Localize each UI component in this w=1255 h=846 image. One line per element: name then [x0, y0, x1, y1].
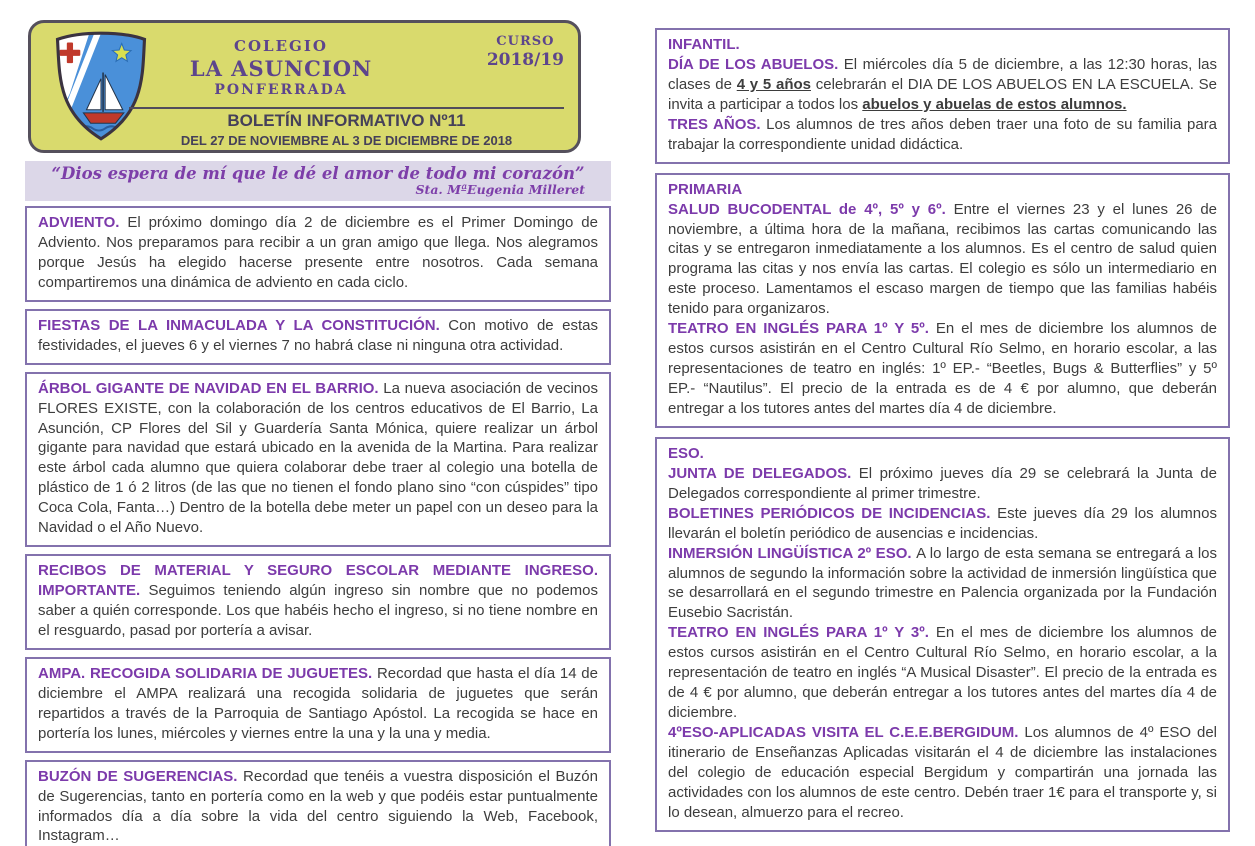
bulletin-date-range: DEL 27 DE NOVIEMBRE AL 3 DE DICIEMBRE DE 2018	[180, 133, 513, 148]
paragraph	[38, 664, 598, 744]
body-text: Recordad que hasta el día 14 de diciembre el AMPA realizará una recogida solidaria de juguetes que serán repartidos a través de la Parroquia de Santiago Apóstol. La recogida se hace en portería los lunes, miércoles y viernes entre la una y la una y media.	[38, 664, 598, 742]
section-heading: BOLETINES PERIÓDICOS DE INCIDENCIAS.	[668, 504, 998, 522]
paragraph	[668, 55, 1217, 115]
paragraph	[38, 561, 598, 641]
section-heading: PRIMARIA	[668, 180, 743, 198]
section-heading: ESO.	[668, 444, 704, 462]
section-heading: ADVIENTO.	[38, 214, 128, 231]
section-heading: FIESTAS DE LA INMACULADA Y LA CONSTITUCIÓN.	[38, 316, 449, 334]
section-box-eso	[655, 437, 1230, 832]
body-text: Este jueves día 29 los alumnos llevarán el boletín periódico de ausencias e incidencias.	[668, 504, 1217, 542]
school-name-line1: COLEGIO	[234, 37, 328, 55]
body-text: celebrarán el DIA DE LOS ABUELOS EN LA ESCUELA. Se invita a participar a todos los	[668, 75, 1217, 113]
section-box-primaria	[655, 173, 1230, 428]
section-heading: TEATRO EN INGLÉS PARA 1º Y 3º.	[668, 624, 936, 642]
paragraph	[668, 180, 1217, 200]
paragraph	[668, 200, 1217, 320]
bulletin-title: BOLETÍN INFORMATIVO Nº11	[227, 111, 466, 130]
paragraph	[38, 767, 598, 846]
paragraph	[668, 544, 1217, 624]
paragraph	[38, 316, 598, 356]
paragraph	[668, 723, 1217, 823]
quote-author: Sta. MªEugenia Milleret	[415, 182, 585, 197]
section-heading: INMERSIÓN LINGÜÍSTICA 2º ESO.	[668, 544, 917, 562]
section-heading: TEATRO EN INGLÉS PARA 1º Y 5º.	[668, 320, 936, 338]
paragraph	[668, 444, 1217, 464]
section-heading: SALUD BUCODENTAL de 4º, 5º y 6º.	[668, 200, 954, 218]
paragraph	[668, 504, 1217, 544]
section-box-recibos	[25, 554, 611, 650]
section-heading: RECIBOS DE MATERIAL Y SEGURO ESCOLAR MEDIANTE INGRESO. IMPORTANTE.	[38, 562, 598, 600]
course-year	[487, 34, 564, 70]
body-text: Seguimos teniendo algún ingreso sin nombre que no podemos saber a quién corresponde. Los que habéis hecho el ingreso, si no tiene nombre en el resguardo, pasad por portería a avisar.	[38, 582, 598, 639]
section-box-infantil	[655, 28, 1230, 164]
paragraph	[668, 319, 1217, 419]
body-text: Recordad que tenéis a vuestra disposición el Buzón de Sugerencias, tanto en portería como en la web y que podéis estar puntualmente informados día a día sobre la vida del centro siguiendo la Web, Facebook, Instagram…	[38, 767, 598, 845]
section-heading: ÁRBOL GIGANTE DE NAVIDAD EN EL BARRIO.	[38, 379, 384, 397]
masthead-divider	[129, 107, 564, 109]
body-text: El próximo jueves día 29 se celebrará la Junta de Delegados correspondiente al primer trimestre.	[668, 464, 1217, 502]
paragraph	[38, 379, 598, 539]
body-text: Entre el viernes 23 y el lunes 26 de noviembre, a última hora de la mañana, recibimos las cartas comunicando las citas y se entregaron inmediatamente a los alumnos. Es el centro de salud quien programa las citas y nos envía las cartas. El colegio es sólo un intermediario en este proceso. Lamentamos el escaso margen de tiempo que las familias habéis tenido para organizaros.	[668, 200, 1218, 318]
left-column	[25, 20, 611, 846]
paragraph	[668, 35, 1217, 55]
masthead	[28, 20, 581, 153]
section-box-fiestas	[25, 309, 611, 365]
section-heading: BUZÓN DE SUGERENCIAS.	[38, 767, 244, 785]
body-text: A lo largo de esta semana se entregará a los alumnos de segundo la información sobre la actividad de inmersión lingüística que se desarrollará en el segundo trimestre en Palencia organizada por la Fundación Eusebio Sacristán.	[668, 544, 1217, 622]
emphasized-text: abuelos y abuelas de estos alumnos.	[862, 95, 1127, 113]
body-text: Los alumnos de tres años deben traer una foto de su familia para trabajar la correspondiente unidad didáctica.	[668, 115, 1217, 153]
section-box-arbol-gigante	[25, 372, 611, 548]
body-text: En el mes de diciembre los alumnos de estos cursos asistirán en el Centro Cultural Río Selmo, en horario escolar, a las representaciones de teatro en inglés: 1º EP.- “Beetles, Bugs & Butterflies” y 5º EP.- “Nautilus”. El precio de la entrada es de 4 € por alumno, que deberán entregar a los tutores antes del martes día 4 de diciembre.	[668, 320, 1218, 417]
quote-text: “Dios espera de mí que le dé el amor de todo mi corazón”	[51, 164, 585, 183]
paragraph	[38, 213, 598, 293]
section-heading: JUNTA DE DELEGADOS.	[668, 464, 859, 482]
section-box-ampa-juguetes	[25, 657, 611, 753]
body-text: El próximo domingo día 2 de diciembre es el Primer Domingo de Adviento. Nos preparamos para recibir a un gran amigo que llega. Nos alegramos porque Jesús ha elegido hacerse presente entre nosotros. Cada semana compartiremos una dinámica de adviento en cada ciclo.	[38, 214, 598, 291]
course-year-value: 2018/19	[486, 50, 564, 70]
section-heading: INFANTIL.	[668, 36, 740, 53]
section-heading: TRES AÑOS.	[668, 115, 767, 133]
body-text: El miércoles día 5 de diciembre, a las 12:30 horas, las clases de	[668, 55, 1217, 93]
body-text: La nueva asociación de vecinos FLORES EXISTE, con la colaboración de los centros educativos de El Barrio, La Asunción, CP Flores del Sil y Guardería Santa Mónica, quiere realizar un árbol gigante para navidad que estará ubicado en la avenida de la Martina. Para realizar este árbol cada alumno que quiera colaborar debe traer al colegio una botella de plástico de 1 ó 2 litros (de las que no tienen el fondo plano sino “con cúspides” tipo Coca Cola, Fanta…) Dentro de la botella debe meter un papel con un deseo para la Navidad o el Año Nuevo.	[38, 379, 598, 537]
section-heading: DÍA DE LOS ABUELOS.	[668, 55, 844, 73]
body-text: Con motivo de estas festividades, el jueves 6 y el viernes 7 no habrá clase ni ninguna otra actividad.	[38, 316, 598, 354]
right-column	[655, 28, 1230, 841]
course-label: CURSO	[496, 34, 555, 49]
quote-bar	[25, 161, 611, 201]
paragraph	[668, 464, 1217, 504]
section-heading: 4ºESO-APLICADAS VISITA EL C.E.E.BERGIDUM.	[668, 724, 1025, 741]
emphasized-text: 4 y 5 años	[736, 75, 811, 93]
body-text: En el mes de diciembre los alumnos de estos cursos asistirán en el Centro Cultural Río Selmo, en horario escolar, a la representación de teatro en inglés “A Musical Disaster”. El precio de la entrada es de 4 € por alumno, que deberán entregar a los tutores antes del martes día 4 de diciembre.	[668, 624, 1218, 722]
school-name-line3: PONFERRADA	[214, 82, 348, 98]
section-box-buzon-sugerencias	[25, 760, 611, 846]
school-name-line2: LA ASUNCION	[189, 56, 373, 81]
body-text: Los alumnos de 4º ESO del itinerario de Enseñanzas Aplicadas visitarán el 4 de diciembre las instalaciones del colegio de educación especial Bergidum y compartirán una jornada las actividades con los alumnos de este centro. Debén traer 1€ para el transporte y, si lo desean, almuerzo para el recreo.	[668, 724, 1217, 821]
section-box-adviento	[25, 206, 611, 302]
paragraph	[668, 115, 1217, 155]
section-heading: AMPA. RECOGIDA SOLIDARIA DE JUGUETES.	[38, 664, 377, 682]
school-name	[167, 37, 395, 98]
paragraph	[668, 623, 1217, 723]
